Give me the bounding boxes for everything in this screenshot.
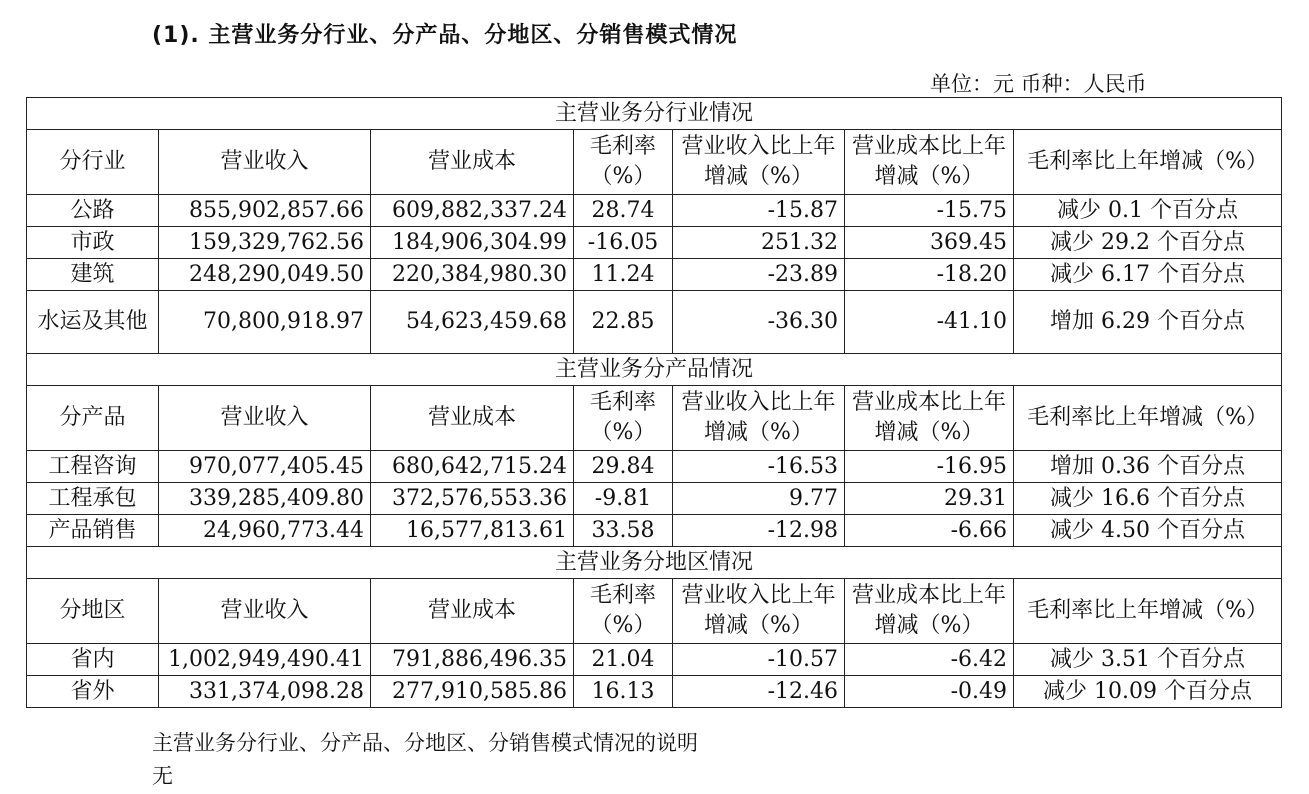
column-header: 毛利率比上年增减（%） [1014,579,1282,644]
column-header: 营业成本 [371,130,574,195]
table-cell: 减少 29.2 个百分点 [1014,227,1282,259]
table-cell: 29.31 [845,483,1014,515]
row-label-cell: 产品销售 [27,515,159,547]
main-business-table [26,97,1282,708]
row-label-cell: 省外 [27,676,159,708]
table-cell: 16.13 [574,676,673,708]
row-label-cell: 市政 [27,227,159,259]
table-cell: 9.77 [673,483,845,515]
column-header: 营业成本 [371,579,574,644]
table-cell: 331,374,098.28 [159,676,371,708]
product-section-title: 主营业务分产品情况 [27,354,1282,386]
region-section-title-row [27,547,1282,579]
table-cell: 159,329,762.56 [159,227,371,259]
table-cell: 54,623,459.68 [371,291,574,354]
product-section-title-row [27,354,1282,386]
table-cell: -23.89 [673,259,845,291]
table-cell: 增加 6.29 个百分点 [1014,291,1282,354]
table-row [27,291,1282,354]
industry-header-row [27,130,1282,195]
table-cell: 372,576,553.36 [371,483,574,515]
table-row [27,644,1282,676]
table-row [27,515,1282,547]
row-label-cell: 工程咨询 [27,451,159,483]
table-cell: -16.05 [574,227,673,259]
row-label-cell: 省内 [27,644,159,676]
column-header: 营业收入 [159,130,371,195]
column-header: 毛利率（%） [574,579,673,644]
table-cell: -16.95 [845,451,1014,483]
column-header: 营业收入 [159,579,371,644]
table-cell: -18.20 [845,259,1014,291]
column-header: 分地区 [27,579,159,644]
row-label-cell: 建筑 [27,259,159,291]
table-cell: 339,285,409.80 [159,483,371,515]
table-cell: 减少 0.1 个百分点 [1014,195,1282,227]
table-cell: 1,002,949,490.41 [159,644,371,676]
column-header: 毛利率比上年增减（%） [1014,130,1282,195]
column-header: 营业收入比上年增减（%） [673,386,845,451]
row-label-cell: 公路 [27,195,159,227]
table-row [27,483,1282,515]
table-cell: 609,882,337.24 [371,195,574,227]
column-header: 毛利率（%） [574,130,673,195]
table-row [27,227,1282,259]
column-header: 营业成本比上年增减（%） [845,386,1014,451]
table-cell: -6.66 [845,515,1014,547]
column-header: 营业成本 [371,386,574,451]
table-cell: 251.32 [673,227,845,259]
table-cell: -15.75 [845,195,1014,227]
table-cell: 11.24 [574,259,673,291]
table-row [27,195,1282,227]
industry-section-title-row [27,98,1282,130]
column-header: 营业收入比上年增减（%） [673,130,845,195]
note-body: 无 [152,764,173,788]
column-header: 营业收入比上年增减（%） [673,579,845,644]
column-header: 分产品 [27,386,159,451]
column-header: 营业成本比上年增减（%） [845,130,1014,195]
table-cell: -12.46 [673,676,845,708]
note-title: 主营业务分行业、分产品、分地区、分销售模式情况的说明 [152,731,698,755]
column-header: 营业成本比上年增减（%） [845,579,1014,644]
table-cell: 21.04 [574,644,673,676]
table-cell: 369.45 [845,227,1014,259]
row-label-cell: 工程承包 [27,483,159,515]
table-cell: -16.53 [673,451,845,483]
table-row [27,451,1282,483]
table-cell: -10.57 [673,644,845,676]
table-cell: 减少 6.17 个百分点 [1014,259,1282,291]
table-cell: 855,902,857.66 [159,195,371,227]
table-cell: 29.84 [574,451,673,483]
table-cell: 970,077,405.45 [159,451,371,483]
row-label-cell: 水运及其他 [27,291,159,354]
table-cell: 791,886,496.35 [371,644,574,676]
table-cell: 22.85 [574,291,673,354]
table-cell: 680,642,715.24 [371,451,574,483]
table-cell: 277,910,585.86 [371,676,574,708]
table-cell: 减少 3.51 个百分点 [1014,644,1282,676]
table-cell: 70,800,918.97 [159,291,371,354]
table-cell: 248,290,049.50 [159,259,371,291]
region-header-row [27,579,1282,644]
table-cell: -0.49 [845,676,1014,708]
table-cell: 33.58 [574,515,673,547]
table-cell: -36.30 [673,291,845,354]
table-cell: 184,906,304.99 [371,227,574,259]
currency-unit-label: 单位：元 币种：人民币 [930,72,1147,96]
industry-section-title: 主营业务分行业情况 [27,98,1282,130]
table-cell: 减少 4.50 个百分点 [1014,515,1282,547]
table-cell: 增加 0.36 个百分点 [1014,451,1282,483]
column-header: 毛利率（%） [574,386,673,451]
table-cell: -41.10 [845,291,1014,354]
column-header: 分行业 [27,130,159,195]
table-cell: -12.98 [673,515,845,547]
table-cell: 减少 16.6 个百分点 [1014,483,1282,515]
table-row [27,259,1282,291]
product-header-row [27,386,1282,451]
column-header: 毛利率比上年增减（%） [1014,386,1282,451]
table-row [27,676,1282,708]
column-header: 营业收入 [159,386,371,451]
table-cell: -15.87 [673,195,845,227]
table-cell: -6.42 [845,644,1014,676]
region-section-title: 主营业务分地区情况 [27,547,1282,579]
table-cell: 220,384,980.30 [371,259,574,291]
table-cell: 28.74 [574,195,673,227]
table-cell: 16,577,813.61 [371,515,574,547]
table-cell: -9.81 [574,483,673,515]
section-heading: (1). 主营业务分行业、分产品、分地区、分销售模式情况 [152,23,738,48]
table-cell: 24,960,773.44 [159,515,371,547]
table-cell: 减少 10.09 个百分点 [1014,676,1282,708]
